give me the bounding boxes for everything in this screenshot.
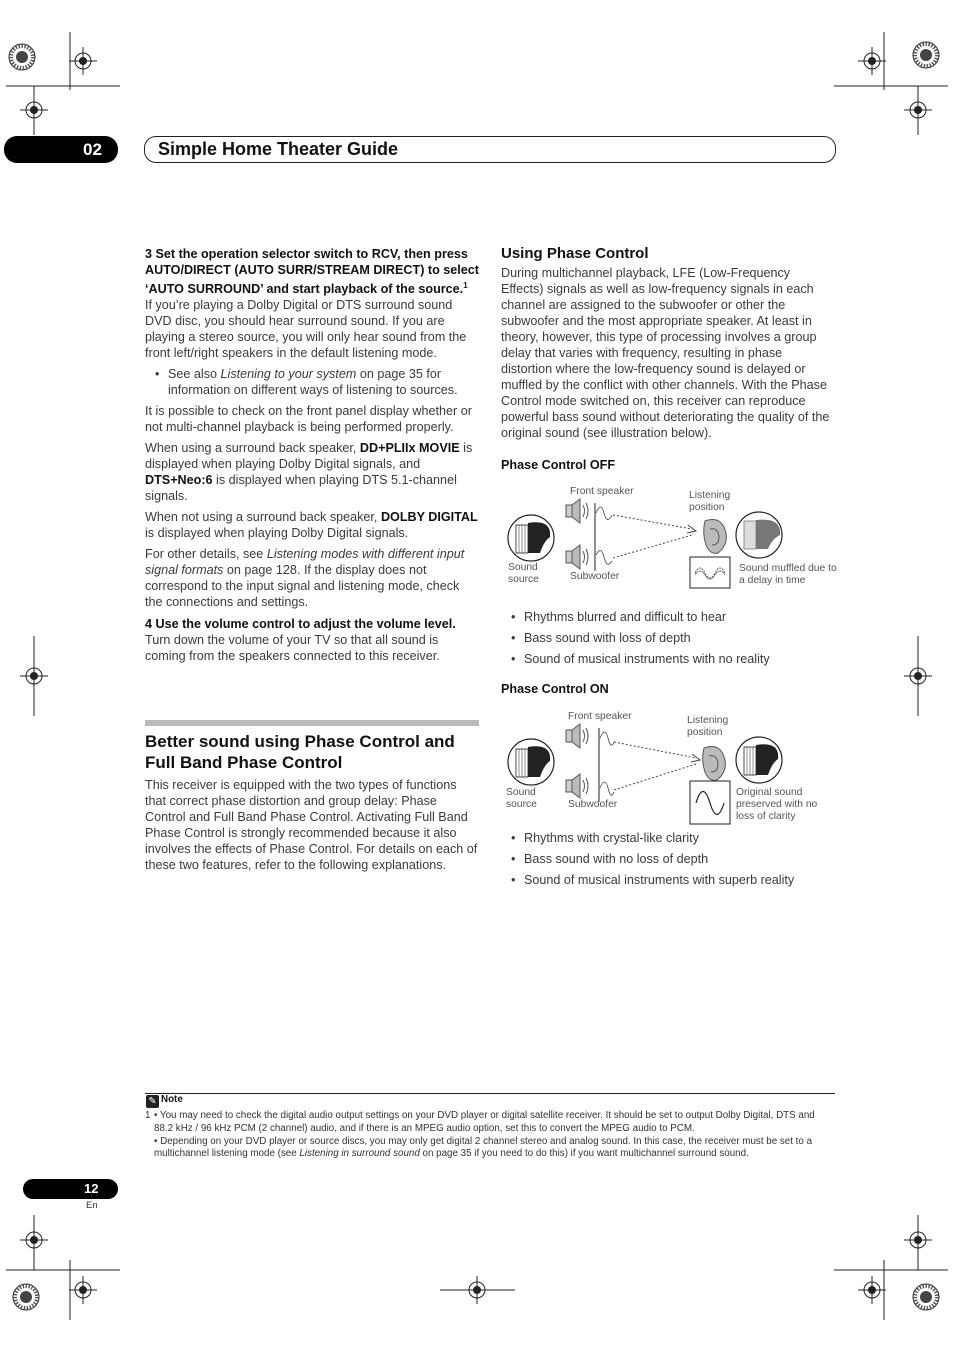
section-para: This receiver is equipped with the two types of functions that correct phase distortion and group delay: Phase Control and Full Band Phase Control. Activating Full Band Phase Control is strongly recommended because it also involves the effects of Phase Control. For details on each of these two features, refer to the following explanations. bbox=[145, 778, 478, 872]
phase-control-heading: Using Phase Control bbox=[501, 245, 649, 262]
subwoofer-label: Subwoofer bbox=[568, 799, 618, 810]
surround-back-para: When using a surround back speaker, DD+PLIIx MOVIE is displayed when playing Dolby Digital signals, and DTS+Neo:6 is displayed when playing DTS 5.1-channel signals. bbox=[145, 441, 473, 504]
speaker-icon bbox=[566, 499, 588, 523]
phase-on-heading: Phase Control ON bbox=[501, 682, 609, 696]
note-icon: ✎ bbox=[146, 1095, 159, 1108]
list-item: • Rhythms blurred and difficult to hear bbox=[501, 609, 835, 625]
listening-position-label: Listening position bbox=[689, 490, 731, 513]
see-also-link: Listening to your system bbox=[220, 367, 357, 382]
subwoofer-icon bbox=[566, 545, 588, 569]
left-column bbox=[145, 246, 479, 664]
result-label: Sound muffled due to a delay in time bbox=[739, 563, 837, 586]
section-heading: Better sound using Phase Control and Full Band Phase Control bbox=[145, 732, 455, 772]
list-item: • Bass sound with loss of depth bbox=[501, 630, 835, 646]
subwoofer-label: Subwoofer bbox=[570, 571, 620, 582]
piano-icon bbox=[508, 515, 554, 561]
other-details-para: For other details, see Listening modes with different input signal formats on page 128. If the display does not correspond to the input signal and listening mode, check the connections and settings. bbox=[145, 547, 465, 610]
phase-control-intro: During multichannel playback, LFE (Low-Frequency Effects) signals as well as low-frequency signals in each channel are assigned to the subwoofer or other the subwoofer and the most appropriate speaker. At least in theory, however, this type of processing involves a group delay that varies with frequency, resulting in phase distortion where the low-frequency sound is delayed or muffled by the conflict with other channels. With the Phase Control mode switched on, this receiver can reproduce powerful bass sound without deteriorating the quality of the original sound (see illustration below). bbox=[501, 266, 830, 440]
note-rule bbox=[145, 1093, 835, 1094]
display-dolby-digital: DOLBY DIGITAL bbox=[380, 510, 478, 525]
chapter-number: 02 bbox=[83, 140, 102, 159]
phase-on-diagram bbox=[500, 708, 840, 826]
subwoofer-icon bbox=[566, 774, 588, 798]
step4-heading: 4 Use the volume control to adjust the volume level. bbox=[145, 617, 456, 632]
piano-icon bbox=[508, 739, 554, 785]
speaker-icon bbox=[566, 724, 588, 748]
sound-source-label: Sound source bbox=[508, 562, 539, 585]
phase-off-diagram bbox=[500, 483, 840, 593]
note-item-2: • Depending on your DVD player or source discs, you may only get digital 2 channel stereo and analog sound. In this case, the receiver must be set to a multichannel listening mode (see Listening in surround sound on page 35 if you need to do this) if you want multichannel surround sound. bbox=[154, 1135, 813, 1160]
page-number: 12 bbox=[84, 1181, 99, 1196]
list-item: • Bass sound with no loss of depth bbox=[501, 851, 835, 867]
list-item: • Rhythms with crystal-like clarity bbox=[501, 830, 835, 846]
listening-position-label: Listening position bbox=[687, 715, 729, 738]
chapter-title: Simple Home Theater Guide bbox=[158, 139, 399, 159]
ear-icon bbox=[704, 520, 727, 554]
front-speaker-label: Front speaker bbox=[568, 711, 632, 722]
display-dd-pliix: DD+PLIIx MOVIE bbox=[359, 441, 460, 456]
note-body bbox=[154, 1110, 836, 1161]
note-label: Note bbox=[161, 1094, 183, 1105]
step3-heading: 3 Set the operation selector switch to RCV, then press AUTO/DIRECT (AUTO SURR/STREAM DIRECT) to select ‘AUTO SURROUND’ and start playback of the source.$^1$ bbox=[145, 247, 479, 297]
display-dts-neo6: DTS+Neo:6 bbox=[145, 473, 213, 488]
phase-off-bullets bbox=[501, 609, 835, 672]
piano-clear-icon bbox=[736, 737, 782, 783]
sound-source-label: Sound source bbox=[506, 787, 537, 810]
see-also-item: • See also Listening to your system on page 35 for information on different ways of listening to sources. bbox=[145, 366, 479, 398]
front-speaker-label: Front speaker bbox=[570, 486, 634, 497]
piano-muffled-icon bbox=[736, 512, 782, 558]
listening-modes-link: Listening modes with different input signal formats bbox=[145, 547, 465, 578]
result-label: Original sound preserved with no loss of clarity bbox=[736, 787, 818, 822]
step3-para: If you’re playing a Dolby Digital or DTS surround sound DVD disc, you should hear surround sound. If you are playing a stereo source, you will only hear sound from the front left/right speakers in the default listening mode. bbox=[145, 298, 467, 361]
surround-sound-link: Listening in surround sound bbox=[299, 1148, 420, 1160]
phase-off-heading: Phase Control OFF bbox=[501, 458, 616, 472]
ear-icon bbox=[703, 747, 726, 781]
list-item: • Sound of musical instruments with no reality bbox=[501, 651, 835, 667]
note-item-1: • You may need to check the digital audio output settings on your DVD player or digital satellite receiver. It should be set to output Dolby Digital, DTS and 88.2 kHz / 96 kHz PCM (2 channel) audio, and if there is an MPEG audio option, set this to convert the MPEG audio to PCM. bbox=[154, 1110, 815, 1134]
step4-para: Turn down the volume of your TV so that all sound is coming from the speakers connected to this receiver. bbox=[145, 633, 440, 664]
no-surround-back-para: When not using a surround back speaker, DOLBY DIGITAL is displayed when playing Dolby Digital signals. bbox=[145, 510, 478, 541]
note-number: 1 bbox=[145, 1110, 151, 1121]
phase-on-bullets bbox=[501, 830, 835, 893]
section-rule bbox=[145, 720, 479, 726]
language-label: En bbox=[86, 1200, 98, 1211]
list-item: • Sound of musical instruments with superb reality bbox=[501, 872, 835, 888]
page-number-badge bbox=[23, 1179, 118, 1199]
see-also-list bbox=[145, 366, 479, 398]
front-panel-para: It is possible to check on the front panel display whether or not multi-channel playback is being performed properly. bbox=[145, 404, 472, 435]
